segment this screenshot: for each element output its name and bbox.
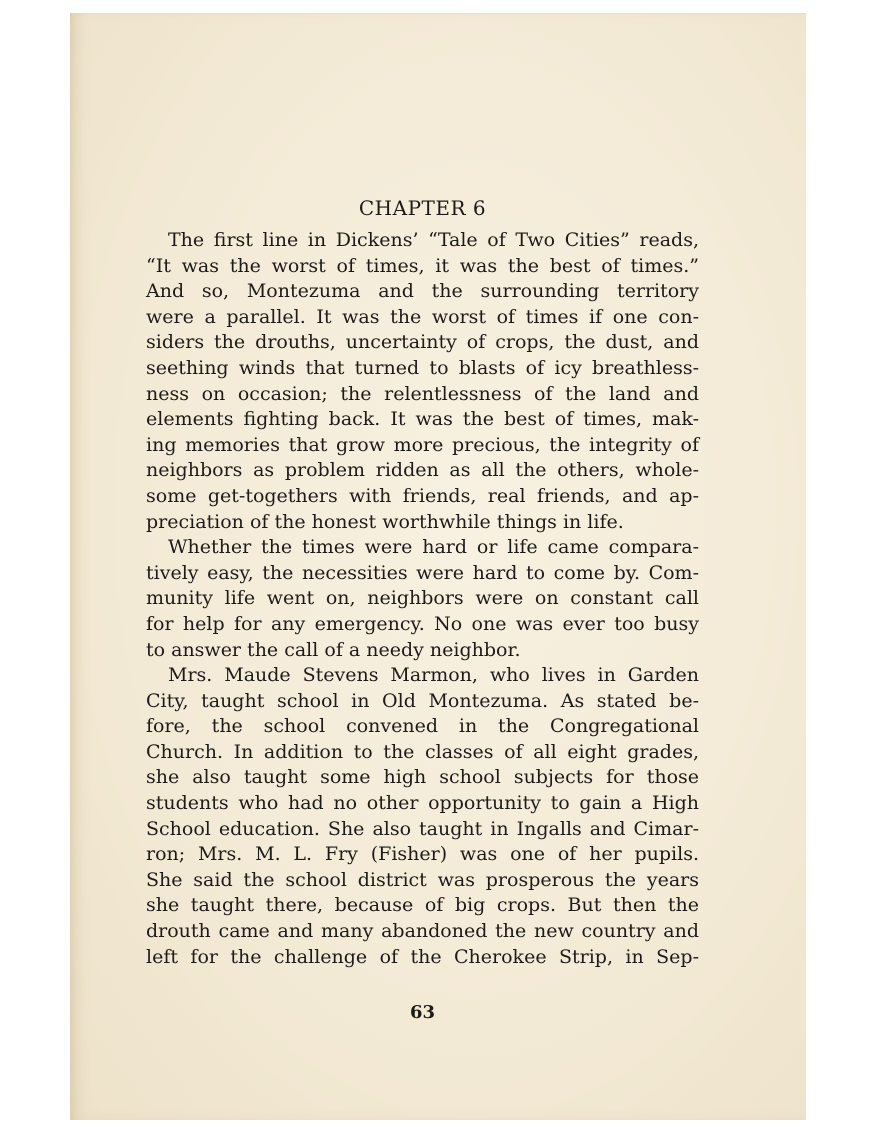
text-line: ness on occasion; the relentlessness of the land and	[146, 382, 699, 405]
chapter-heading: CHAPTER 6	[358, 196, 487, 220]
text-line: neighbors as problem ridden as all the others, whole-	[146, 459, 699, 482]
text-line: left for the challenge of the Cherokee Strip, in Sep-	[146, 945, 699, 968]
paragraph	[146, 228, 699, 535]
text-line: munity life went on, neighbors were on constant call	[146, 587, 699, 610]
text-line: siders the drouths, uncertainty of crops, the dust, and	[146, 331, 699, 354]
text-line: Church. In addition to the classes of all eight grades,	[146, 740, 699, 763]
text-line: The first line in Dickens’ “Tale of Two Cities” reads,	[168, 229, 699, 251]
text-line: she taught there, because of big crops. But then the	[146, 894, 699, 917]
text-line: seething winds that turned to blasts of icy breathless-	[146, 356, 699, 379]
text-line: ron; Mrs. M. L. Fry (Fisher) was one of her pupils.	[146, 843, 699, 866]
page-number: 63	[409, 1002, 436, 1023]
text-line: City, taught school in Old Montezuma. As stated be-	[146, 689, 699, 712]
text-line: She said the school district was prosperous the years	[146, 868, 699, 891]
text-line: students who had no other opportunity to gain a High	[146, 792, 699, 815]
text-line: to answer the call of a needy neighbor.	[146, 638, 521, 661]
text-line: Whether the times were hard or life came compara-	[168, 536, 699, 559]
text-line: for help for any emergency. No one was ever too busy	[146, 612, 699, 635]
text-line: School education. She also taught in Ingalls and Cimar-	[146, 817, 699, 840]
text-line: Mrs. Maude Stevens Marmon, who lives in Garden	[168, 664, 699, 687]
text-line: she also taught some high school subjects for those	[146, 766, 699, 789]
text-line: were a parallel. It was the worst of times if one con-	[146, 305, 699, 328]
paragraph	[146, 535, 699, 663]
text-line: fore, the school convened in the Congregational	[146, 715, 699, 738]
text-line: elements fighting back. It was the best of times, mak-	[146, 408, 699, 431]
text-line: tively easy, the necessities were hard to come by. Com-	[146, 561, 699, 584]
text-line: some get-togethers with friends, real friends, and ap-	[146, 484, 699, 507]
text-line: And so, Montezuma and the surrounding territory	[146, 280, 699, 303]
paragraph	[146, 663, 699, 970]
text-line: preciation of the honest worthwhile things in life.	[146, 510, 624, 533]
text-line: “It was the worst of times, it was the best of times.”	[146, 254, 699, 277]
body-text	[146, 228, 699, 970]
text-line: drouth came and many abandoned the new country and	[146, 920, 699, 943]
text-line: ing memories that grow more precious, the integrity of	[146, 433, 699, 456]
